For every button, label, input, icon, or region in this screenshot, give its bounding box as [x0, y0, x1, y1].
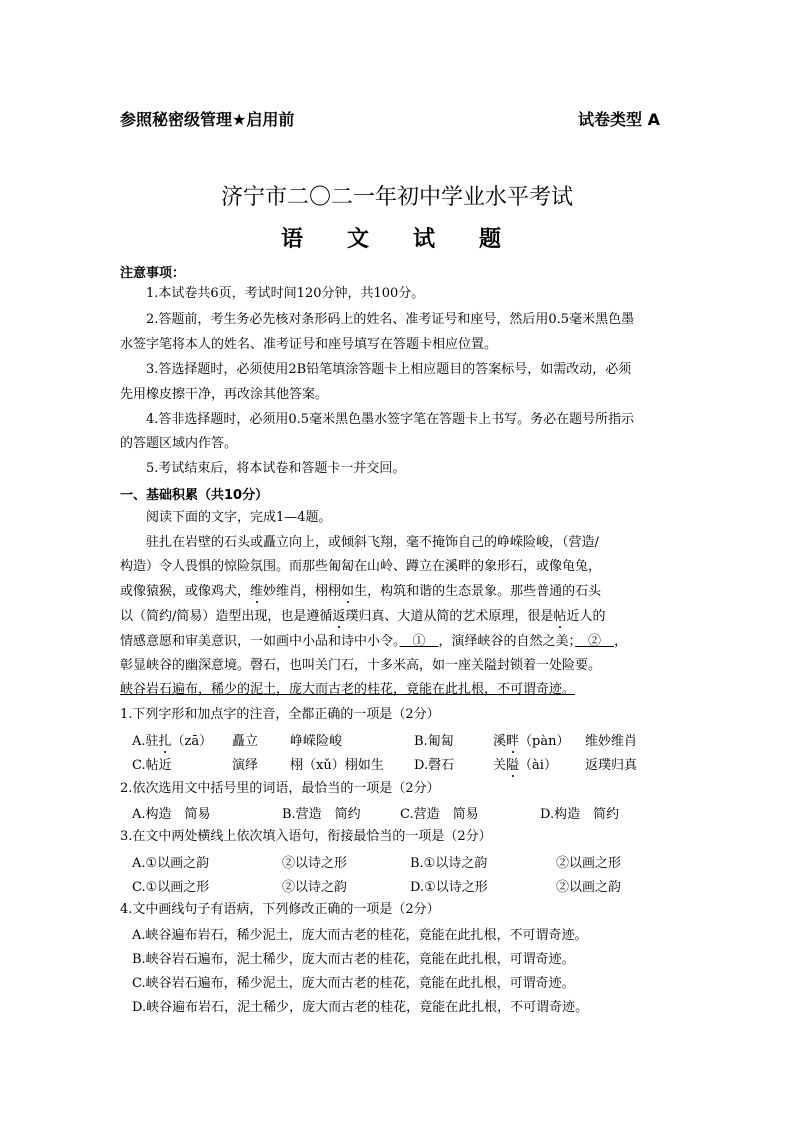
paper-type-label: 试卷类型 A: [578, 110, 660, 129]
passage-line-3: 或像猿猴，或像鸡犬，维妙维肖，栩栩如生，构筑和谐的生态景象。那些普通的石头: [120, 584, 602, 599]
q3-option-a-part2: ②以诗之形: [282, 856, 348, 871]
blank-2: ②: [575, 634, 615, 649]
q3-option-a-part1: A.①以画之韵: [132, 856, 210, 871]
q2-option-a: A.构造 简易: [132, 807, 211, 822]
q3-option-b-part2: ②以画之形: [556, 856, 622, 871]
q1-option-d-word3: 返璞归真: [585, 758, 638, 773]
note-item-1: 1.本试卷共6页，考试时间120分钟，共100分。: [146, 286, 425, 301]
note-item-2-line1: 2.答题前，考生务必先核对条形码上的姓名、准考证号和座号，然后用0.5毫米黑色墨: [146, 312, 635, 327]
q2-option-d: D.构造 简约: [540, 807, 620, 822]
dotted-char: 帖: [553, 609, 567, 624]
q3-option-b-part1: B.①以诗之韵: [410, 856, 488, 871]
subject-title: 语 文 试 题: [280, 226, 501, 252]
blank-1: ①: [399, 634, 439, 649]
q1-option-b: B.匍匐: [414, 734, 454, 749]
question-1-stem: 1.下列字形和加点字的注音，全都正确的一项是（2分）: [120, 707, 440, 722]
q1-option-b-word2: 溪畔（pàn）: [493, 734, 570, 749]
passage-line-5: 情感意愿和审美意识，一如画中小品和诗中小令。 ① ，演绎峡谷的自然之美； ② ，: [120, 634, 628, 649]
q1-option-d: D.磬石: [414, 758, 455, 773]
notes-heading: 注意事项：: [120, 266, 186, 281]
question-3-stem: 3.在文中两处横线上依次填入语句，衔接最恰当的一项是（2分）: [120, 829, 492, 844]
note-item-5: 5.考试结束后，将本试卷和答题卡一并交回。: [146, 461, 406, 476]
note-item-2-line2: 水签字笔将本人的姓名、准考证号和座号填写在答题卡相应位置。: [120, 337, 498, 352]
passage-line-1: 驻扎在岩壁的石头或矗立向上，或倾斜飞翔，毫不掩饰自己的峥嵘险峻，（营造/: [146, 535, 599, 550]
exam-title: 济宁市二〇二一年初中学业水平考试: [220, 185, 573, 210]
q1-option-c-word2: 演绎: [232, 758, 259, 773]
passage-line-4: 以（简约/简易）造型出现，也是遵循返璞归真、大道从简的艺术原理，很是帖近人的: [120, 609, 606, 624]
dotted-char: 如: [341, 584, 355, 599]
q3-option-d-part1: D.①以诗之形: [410, 880, 488, 895]
q1-option-b-word3: 维妙维肖: [585, 734, 638, 749]
question-2-stem: 2.依次选用文中括号里的词语，最恰当的一项是（2分）: [120, 781, 440, 796]
passage-line-2: 构造）令人畏惧的惊险氛围。而那些匍匐在山岭、蹲立在溪畔的象形石，或像龟兔，: [120, 559, 602, 574]
q1-option-c: C.帖近: [132, 758, 172, 773]
passage-underlined-sentence: 峡谷岩石遍布，稀少的泥土，庞大而古老的桂花，竟能在此扎根，不可谓奇迹。: [120, 682, 576, 697]
q4-option-a: A.峡谷遍布岩石，稀少泥土，庞大而古老的桂花，竟能在此扎根，不可谓奇迹。: [132, 928, 588, 943]
passage-line-6: 彰显峡谷的幽深意境。磬石，也叫关门石，十多米高，如一座关隘封锁着一处险要。: [120, 658, 602, 673]
dotted-char: 维: [250, 584, 264, 599]
dotted-char: 返: [332, 609, 346, 624]
q4-option-d: D.峡谷遍布岩石，泥土稀少，庞大而古老的桂花，竟能在此扎根，不可谓奇迹。: [132, 1000, 589, 1015]
q1-option-c-word3: 栩（xǔ）栩如生: [290, 758, 384, 773]
q3-option-c-part2: ②以诗之韵: [282, 880, 348, 895]
note-item-3-line1: 3.答选择题时，必须使用2B铅笔填涂答题卡上相应题目的答案标号，如需改动，必须: [146, 362, 632, 377]
q4-option-c: C.峡谷岩石遍布，稀少泥土，庞大而古老的桂花，竟能在此扎根，可谓奇迹。: [132, 976, 575, 991]
note-item-4-line2: 的答题区域内作答。: [120, 436, 238, 451]
question-4-stem: 4.文中画线句子有语病，下列修改正确的一项是（2分）: [120, 902, 440, 917]
note-item-4-line1: 4.答非选择题时，必须用0.5毫米黑色墨水签字笔在答题卡上书写。务必在题号所指示: [146, 412, 635, 427]
q2-option-b: B.营造 简约: [282, 807, 361, 822]
secrecy-label: 参照秘密级管理★启用前: [120, 110, 295, 129]
section-1-intro: 阅读下面的文字，完成1—4题。: [146, 510, 332, 525]
q4-option-b: B.峡谷岩石遍布，泥土稀少，庞大而古老的桂花，竟能在此扎根，可谓奇迹。: [132, 952, 575, 967]
note-item-3-line2: 先用橡皮擦干净，再改涂其他答案。: [120, 387, 329, 402]
q2-option-c: C.营造 简易: [400, 807, 479, 822]
q1-option-a-word2: 矗立: [232, 734, 259, 749]
q1-option-a: A.驻扎（zā）: [132, 734, 213, 749]
q3-option-c-part1: C.①以画之形: [132, 880, 210, 895]
q3-option-d-part2: ②以画之韵: [556, 880, 622, 895]
q1-option-a-word3: 峥嵘险峻: [290, 734, 343, 749]
section-1-heading: 一、基础积累（共10分）: [120, 488, 269, 503]
q1-option-d-word2: 关隘（ài）: [493, 758, 557, 773]
